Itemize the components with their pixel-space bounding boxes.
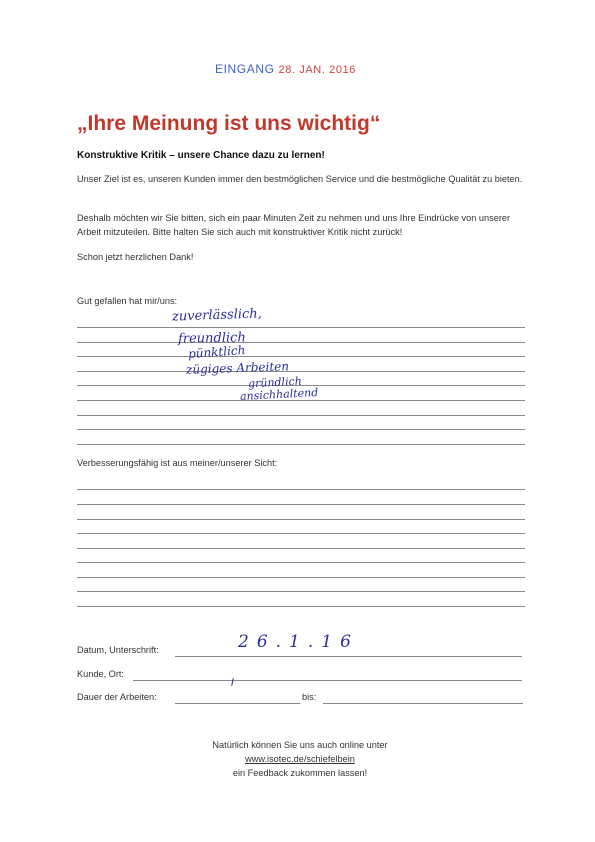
positive-line xyxy=(77,327,525,328)
handwritten-date: 26.1.16 xyxy=(238,632,359,652)
handwritten-entry: ansichhaltend xyxy=(239,385,319,404)
intro-paragraph: Unser Ziel ist es, unseren Kunden immer den bestmöglichen Service und die bestmögliche Qualität zu bieten. xyxy=(77,174,523,184)
improvement-line xyxy=(77,489,525,490)
stamp-date: 28. JAN. 2016 xyxy=(278,64,356,76)
handwritten-entry: freundlich xyxy=(177,330,246,347)
improvement-line xyxy=(77,533,525,534)
handwritten-entry: pünktlich xyxy=(187,343,246,361)
improvement-line xyxy=(77,577,525,578)
positive-line xyxy=(77,415,525,416)
customer-label: Kunde, Ort: xyxy=(77,669,124,679)
improvement-label: Verbesserungsfähig ist aus meiner/unserer Sicht: xyxy=(77,458,278,468)
received-stamp xyxy=(215,62,356,76)
subtitle: Konstruktive Kritik – unsere Chance dazu zu lernen! xyxy=(77,150,325,161)
duration-start-line xyxy=(175,703,300,704)
stamp-label: EINGANG xyxy=(215,62,275,76)
improvement-line xyxy=(77,519,525,520)
date-signature-label: Datum, Unterschrift: xyxy=(77,645,159,655)
footer-line-1: Natürlich können Sie uns auch online unter xyxy=(212,740,388,750)
pen-stroke xyxy=(231,678,234,686)
improvement-line xyxy=(77,548,525,549)
positive-label: Gut gefallen hat mir/uns: xyxy=(77,296,178,306)
positive-line xyxy=(77,429,525,430)
positive-line xyxy=(77,356,525,357)
footer-line-3: ein Feedback zukommen lassen! xyxy=(232,768,368,778)
duration-end-line xyxy=(323,703,523,704)
handwritten-entry: gründlich xyxy=(247,374,303,391)
duration-label: Dauer der Arbeiten: xyxy=(77,692,157,702)
improvement-line xyxy=(77,562,525,563)
date-signature-line xyxy=(175,656,522,657)
feedback-link[interactable]: www.isotec.de/schiefelbein xyxy=(245,754,355,764)
footer xyxy=(100,738,500,780)
customer-line xyxy=(133,680,522,681)
positive-line xyxy=(77,400,525,401)
request-paragraph: Deshalb möchten wir Sie bitten, sich ein paar Minuten Zeit zu nehmen und uns Ihre Eindrücke von unserer Arbeit mitzuteilen. Bitte halten Sie sich auch mit konstruktiver Kritik nicht zurück! xyxy=(77,213,511,237)
handwritten-entry: zügiges Arbeiten xyxy=(185,359,290,377)
thanks-paragraph: Schon jetzt herzlichen Dank! xyxy=(77,252,194,262)
improvement-line xyxy=(77,606,525,607)
page-title: „Ihre Meinung ist uns wichtig“ xyxy=(77,112,381,135)
positive-line xyxy=(77,342,525,343)
positive-line xyxy=(77,371,525,372)
positive-line xyxy=(77,444,525,445)
duration-until-label: bis: xyxy=(302,692,317,702)
improvement-line xyxy=(77,504,525,505)
improvement-line xyxy=(77,591,525,592)
handwritten-entry: zuverlässlich, xyxy=(171,306,263,325)
